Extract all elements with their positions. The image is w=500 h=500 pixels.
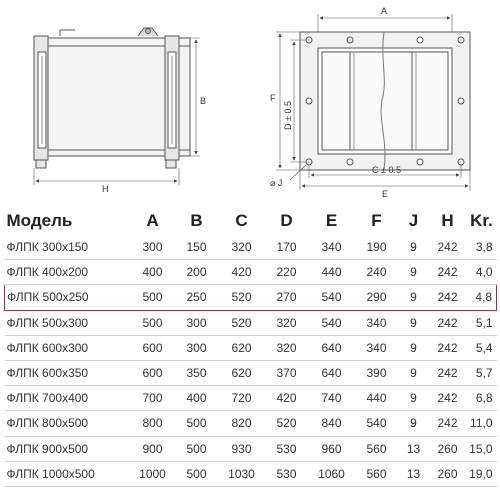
cell-f: 540 [355,411,399,436]
header-model: Модель [6,211,73,230]
cell-weight: 19,0 [467,461,497,486]
cell-model: ФЛПК 1000x500 [5,461,131,486]
cell-e: 340 [309,235,355,260]
cell-b: 300 [175,310,219,335]
cell-c: 1030 [219,461,265,486]
cell-model: ФЛПК 600x350 [5,360,131,385]
cell-d: 530 [265,436,309,461]
cell-e: 440 [309,260,355,285]
cell-model: ФЛПК 900x500 [5,436,131,461]
cell-model: ФЛПК 500x250 [5,285,131,310]
table-row [5,335,497,360]
cell-h: 242 [429,260,467,285]
cell-c: 620 [219,360,265,385]
cell-j: 13 [399,436,429,461]
cell-j: 9 [399,386,429,411]
cell-b: 250 [175,285,219,310]
cell-h: 242 [429,235,467,260]
cell-b: 400 [175,386,219,411]
cell-j: 9 [399,260,429,285]
cell-h: 242 [429,411,467,436]
cell-b: 500 [175,411,219,436]
table-row [5,260,497,285]
cell-model: ФЛПК 500x300 [5,310,131,335]
cell-b: 500 [175,461,219,486]
header-j: J [408,211,419,230]
cell-j: 13 [399,461,429,486]
table-row [5,360,497,385]
cell-weight: 6,8 [467,386,497,411]
table-row [5,285,497,310]
cell-e: 640 [309,335,355,360]
cell-f: 560 [355,461,399,486]
cell-a: 600 [131,360,175,385]
cell-j: 9 [399,235,429,260]
cell-c: 620 [219,335,265,360]
cell-d: 220 [265,260,309,285]
cell-f: 440 [355,386,399,411]
cell-c: 320 [219,235,265,260]
cell-e: 640 [309,360,355,385]
side-view-drawing [34,28,200,185]
dimension-a-label: A [381,6,388,16]
cell-b: 300 [175,335,219,360]
cell-f: 240 [355,260,399,285]
dimension-c-label: C ± 0.5 [372,165,401,175]
cell-j: 9 [399,360,429,385]
cell-a: 500 [131,310,175,335]
dimension-d-label: D ± 0.5 [283,101,293,130]
cell-model: ФЛПК 700x400 [5,386,131,411]
table-row [5,386,497,411]
cell-model: ФЛПК 600x300 [5,335,131,360]
cell-d: 520 [265,411,309,436]
table-row [5,461,497,486]
header-e: E [325,211,338,230]
cell-weight: 5,7 [467,360,497,385]
cell-h: 242 [429,310,467,335]
cell-h: 260 [429,461,467,486]
dimension-b-label: B [200,96,207,106]
cell-a: 600 [131,335,175,360]
cell-weight: 3,8 [467,235,497,260]
cell-e: 1060 [309,461,355,486]
header-f: F [371,211,382,230]
table-row [5,411,497,436]
cell-j: 9 [399,411,429,436]
cell-h: 242 [429,386,467,411]
header-h: H [441,211,454,230]
cell-h: 242 [429,335,467,360]
table-body [5,235,497,486]
cell-e: 960 [309,436,355,461]
cell-h: 242 [429,360,467,385]
cell-weight: 11,0 [467,411,497,436]
cell-d: 370 [265,360,309,385]
table-row [5,310,497,335]
cell-h: 260 [429,436,467,461]
cell-d: 170 [265,235,309,260]
cell-weight: 5,4 [467,335,497,360]
cell-model: ФЛПК 400x200 [5,260,131,285]
cell-a: 400 [131,260,175,285]
cell-e: 540 [309,285,355,310]
cell-b: 150 [175,235,219,260]
table-header-row [5,207,497,235]
cell-d: 320 [265,335,309,360]
header-weight: Kr. [470,211,493,230]
cell-f: 190 [355,235,399,260]
cell-c: 520 [219,310,265,335]
table-row [5,436,497,461]
cell-a: 700 [131,386,175,411]
cell-c: 930 [219,436,265,461]
cell-c: 520 [219,285,265,310]
cell-model: ФЛПК 800x500 [5,411,131,436]
cell-weight: 4,0 [467,260,497,285]
dimension-h-label: H [102,184,109,194]
dimension-j-label: ⌀ J [270,178,283,188]
cell-c: 820 [219,411,265,436]
cell-weight: 5,1 [467,310,497,335]
cell-d: 270 [265,285,309,310]
cell-b: 500 [175,436,219,461]
cell-j: 9 [399,335,429,360]
header-d: D [280,211,293,230]
cell-e: 840 [309,411,355,436]
cell-e: 740 [309,386,355,411]
cell-d: 420 [265,386,309,411]
cell-f: 340 [355,335,399,360]
cell-c: 720 [219,386,265,411]
dimension-f-label: F [270,93,276,103]
header-c: C [235,211,248,230]
cell-f: 290 [355,285,399,310]
cell-j: 9 [399,310,429,335]
cell-h: 242 [429,285,467,310]
cell-model: ФЛПК 300x150 [5,235,131,260]
specification-table [4,207,497,487]
cell-d: 530 [265,461,309,486]
cell-a: 1000 [131,461,175,486]
front-view-drawing [276,14,470,190]
cell-a: 900 [131,436,175,461]
cell-b: 350 [175,360,219,385]
cell-f: 390 [355,360,399,385]
cell-c: 420 [219,260,265,285]
cell-j: 9 [399,285,429,310]
table-row [5,235,497,260]
dimension-e-label: E [382,189,389,199]
cell-f: 560 [355,436,399,461]
cell-a: 500 [131,285,175,310]
cell-weight: 4,8 [467,285,497,310]
cell-weight: 15,0 [467,436,497,461]
cell-a: 800 [131,411,175,436]
cell-f: 340 [355,310,399,335]
header-b: B [190,211,203,230]
cell-e: 540 [309,310,355,335]
cell-a: 300 [131,235,175,260]
cell-d: 320 [265,310,309,335]
header-a: A [146,211,159,230]
cell-b: 200 [175,260,219,285]
technical-drawings [0,0,500,205]
